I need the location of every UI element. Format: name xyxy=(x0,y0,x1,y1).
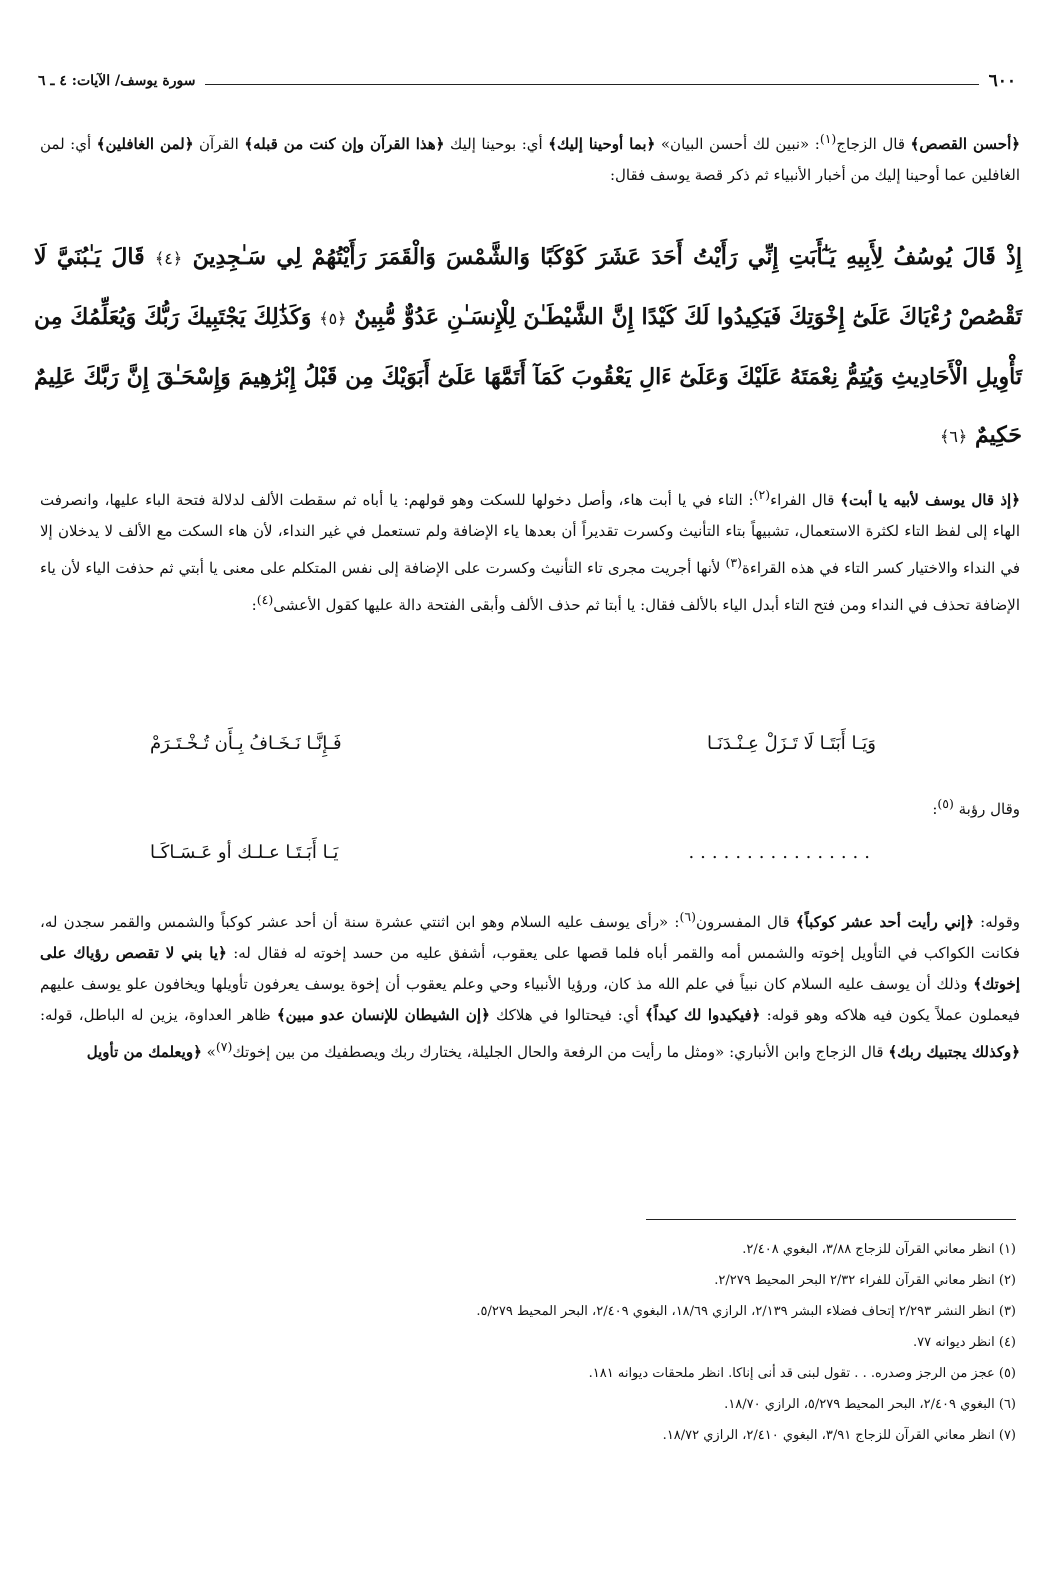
ayah-number-5: ﴿٥﴾ xyxy=(319,309,347,328)
footnote-ref: (٦) xyxy=(679,909,696,924)
commentary-paragraph-3 xyxy=(40,788,1020,825)
ayah-4: إِذْ قَالَ يُوسُفُ لِأَبِيهِ يَـٰٓأَبَتِ إِنِّي رَأَيْتُ أَحَدَ عَشَرَ كَوْكَبًا وَالشَّمْسَ وَالْقَمَرَ رَأَيْتُهُمْ لِي سَـٰجِدِينَ xyxy=(192,244,1022,270)
text: أي: لمن الغافلين عما أوحينا إليك من أخبار الأنبياء ثم ذكر قصة يوسف فقال: xyxy=(40,135,1020,184)
text: أي: فيحتالوا في هلاكك xyxy=(489,1006,645,1024)
text: وقال رؤبة xyxy=(953,800,1020,818)
text: أي: بوحينا إليك xyxy=(444,135,549,153)
quote: ﴿إني رأيت أحد عشر كوكباً﴾ xyxy=(795,913,975,931)
text: قال المفسرون xyxy=(695,913,796,931)
footnote-separator xyxy=(646,1219,1016,1220)
verse-second-hemistich: فَـإِنَّـا نَـخَـافُ بِـأَن تُـخْـتَـرَمْ xyxy=(150,733,342,754)
footnote-ref: (١) xyxy=(819,131,837,146)
ayah-5: قَالَ يَـٰبُنَيَّ لَا تَقْصُصْ رُءْيَاكَ عَلَىٰٓ إِخْوَتِكَ فَيَكِيدُوا لَكَ كَيْدًا إِنَّ الشَّيْطَـٰنَ لِلْإِنسَـٰنِ عَدُوٌّ مُّبِينٌ xyxy=(34,244,1022,330)
text: : xyxy=(251,596,257,614)
quote: ﴿ويعلمك من تأويل xyxy=(86,1043,202,1061)
verse-first-hemistich: وَيَـا أَبَتَـا لَا تَـزَلْ عِـنْـدَنَـا xyxy=(706,733,876,754)
intro-paragraph xyxy=(40,123,1020,191)
quote: ﴿هذا القرآن وإن كنت من قبله﴾ xyxy=(244,135,445,153)
footnote-4: (٤) انظر ديوانه ٧٧. xyxy=(912,1335,1016,1350)
footnote-ref: (٥) xyxy=(937,796,954,811)
text: : «نبين لك أحسن البيان» xyxy=(655,135,820,153)
running-title: سورة يوسف/ الآيات: ٤ ـ ٦ xyxy=(38,73,196,89)
text: : التاء في يا أبت هاء، وأصل دخولها للسكت وهو قولهم: يا أباه ثم سقطت الألف لدلالة فتحة الباء عليها، وانصرفت الهاء إلى لفظ التاء لكثرة الاستعمال، تشبيهاً بتاء التأنيث وكسرت تقديراً أن بعدها ياء الإضافة ولم تستعمل في غير النداء، لأن هاء السكت مع الألف لا يدخلان إلا في النداء والاختيار كسر التاء في هذه القراءة xyxy=(40,491,1020,577)
footnote-ref: (٣) xyxy=(725,555,743,570)
header-rule xyxy=(205,84,978,85)
page-number: ٦٠٠ xyxy=(988,71,1016,91)
text: لأنها أجريت مجرى تاء التأنيث وكسرت على الإضافة إلى نفس المتكلم على معنى يا أبتي ثم حذفت الياء لأن ياء الإضافة تحذف في النداء ومن فتح التاء أبدل الياء بالألف فقال: يا أبتا ثم حذف الألف وأبقى الفتحة دالة عليها كقول الأعشى xyxy=(40,559,1020,614)
text: قال الزجاج وابن الأنباري: «ومثل ما رأيت من الرفعة والحال الجليلة، يختارك ربك ويصطفيك من بين إخوتك xyxy=(232,1043,889,1061)
footnote-ref: (٤) xyxy=(256,592,274,607)
quote: ﴿يا بني لا تقصص رؤياك على إخوتك﴾ xyxy=(40,944,1020,993)
ayah-6: وَكَذَٰلِكَ يَجْتَبِيكَ رَبُّكَ وَيُعَلِّمُكَ مِن تَأْوِيلِ الْأَحَادِيثِ وَيُتِمُّ نِعْمَتَهُ عَلَيْكَ وَعَلَىٰٓ ءَالِ يَعْقُوبَ كَمَآ أَتَمَّهَا عَلَىٰٓ أَبَوَيْكَ مِن قَبْلُ إِبْرَٰهِيمَ وَإِسْحَـٰقَ إِنَّ رَبَّكَ عَلِيمٌ حَكِيمٌ xyxy=(34,304,1022,448)
footnote-ref: (٢) xyxy=(753,487,771,502)
footnote-ref: (٧) xyxy=(215,1039,233,1054)
text: قال الفراء xyxy=(770,491,841,509)
commentary-paragraph-2 xyxy=(40,479,1020,621)
commentary-paragraph-4 xyxy=(40,901,1020,1068)
quote: ﴿إن الشيطان للإنسان عدو مبين﴾ xyxy=(276,1006,490,1024)
footnote-3: (٣) انظر النشر ٢/٢٩٣ إتحاف فضلاء البشر ٢/١٣٩، الرازي ١٨/٦٩، البغوي ٢/٤٠٩، البحر المحيط ٥/٢٧٩. xyxy=(476,1304,1016,1319)
quote: ﴿فيكيدوا لك كيداً﴾ xyxy=(644,1006,761,1024)
poetry-verse-al-asha xyxy=(150,733,876,754)
text: : xyxy=(932,800,938,818)
quote: ﴿وكذلك يجتبيك ربك﴾ xyxy=(888,1043,1020,1061)
footnotes xyxy=(40,1234,1016,1451)
quote: ﴿لمن الغافلين﴾ xyxy=(96,135,194,153)
footnote-1: (١) انظر معاني القرآن للزجاج ٣/٨٨، البغوي ٢/٤٠٨. xyxy=(742,1242,1016,1257)
quote: ﴿بما أوحينا إليك﴾ xyxy=(548,135,656,153)
verse-second-hemistich: يَـا أَبَـتَـا عـلـك أو عَـسَـاكَـا xyxy=(150,842,339,863)
quran-verses xyxy=(34,228,1022,466)
text: وقوله: xyxy=(974,913,1020,931)
text: القرآن xyxy=(193,135,245,153)
ayah-number-4: ﴿٤﴾ xyxy=(154,249,183,268)
quote: ﴿أحسن القصص﴾ xyxy=(910,135,1021,153)
text: قال الزجاج xyxy=(836,135,911,153)
text: : «رأى يوسف عليه السلام وهو ابن اثنتي عشرة سنة أن أحد عشر كوكباً والشمس والقمر سجدن له، فكانت الكواكب في التأويل إخوته والشمس أمه والقمر أباه فلما قصها على يعقوب، أشفق عليه من حسد إخوته له فقال له: xyxy=(40,913,1020,962)
footnote-5: (٥) عجز من الرجز وصدره. . . تقول لبنى قد أنى إناكا. انظر ملحقات ديوانه ١٨١. xyxy=(588,1366,1016,1381)
text: وذلك أن يوسف عليه السلام كان نبياً في علم الله مذ كان، ورؤيا الأنبياء وحي وعلم يعقوب أن إخوة يوسف يعرفون تأويلها ويخافون علو يوسف عليهم فيعملون عملاً يكون فيه هلاكه وهو قوله: xyxy=(40,975,1021,1024)
ayah-number-6: ﴿٦﴾ xyxy=(939,427,968,446)
verse-dots: ................ xyxy=(688,842,876,863)
footnote-2: (٢) انظر معاني القرآن للفراء ٢/٣٢ البحر المحيط ٢/٢٧٩. xyxy=(714,1273,1016,1288)
footnote-7: (٧) انظر معاني القرآن للزجاج ٣/٩١، البغوي ٢/٤١٠، الرازي ١٨/٧٢. xyxy=(662,1428,1016,1443)
text: » xyxy=(201,1043,216,1061)
poetry-verse-ruba xyxy=(150,842,876,863)
footnote-6: (٦) البغوي ٢/٤٠٩، البحر المحيط ٥/٢٧٩، الرازي ١٨/٧٠. xyxy=(724,1397,1016,1412)
text: ظاهر العداوة، يزين له الباطل، قوله: xyxy=(40,1006,277,1024)
quote: ﴿إذ قال يوسف لأبيه يا أبت﴾ xyxy=(840,491,1020,509)
page-header xyxy=(38,66,1016,96)
